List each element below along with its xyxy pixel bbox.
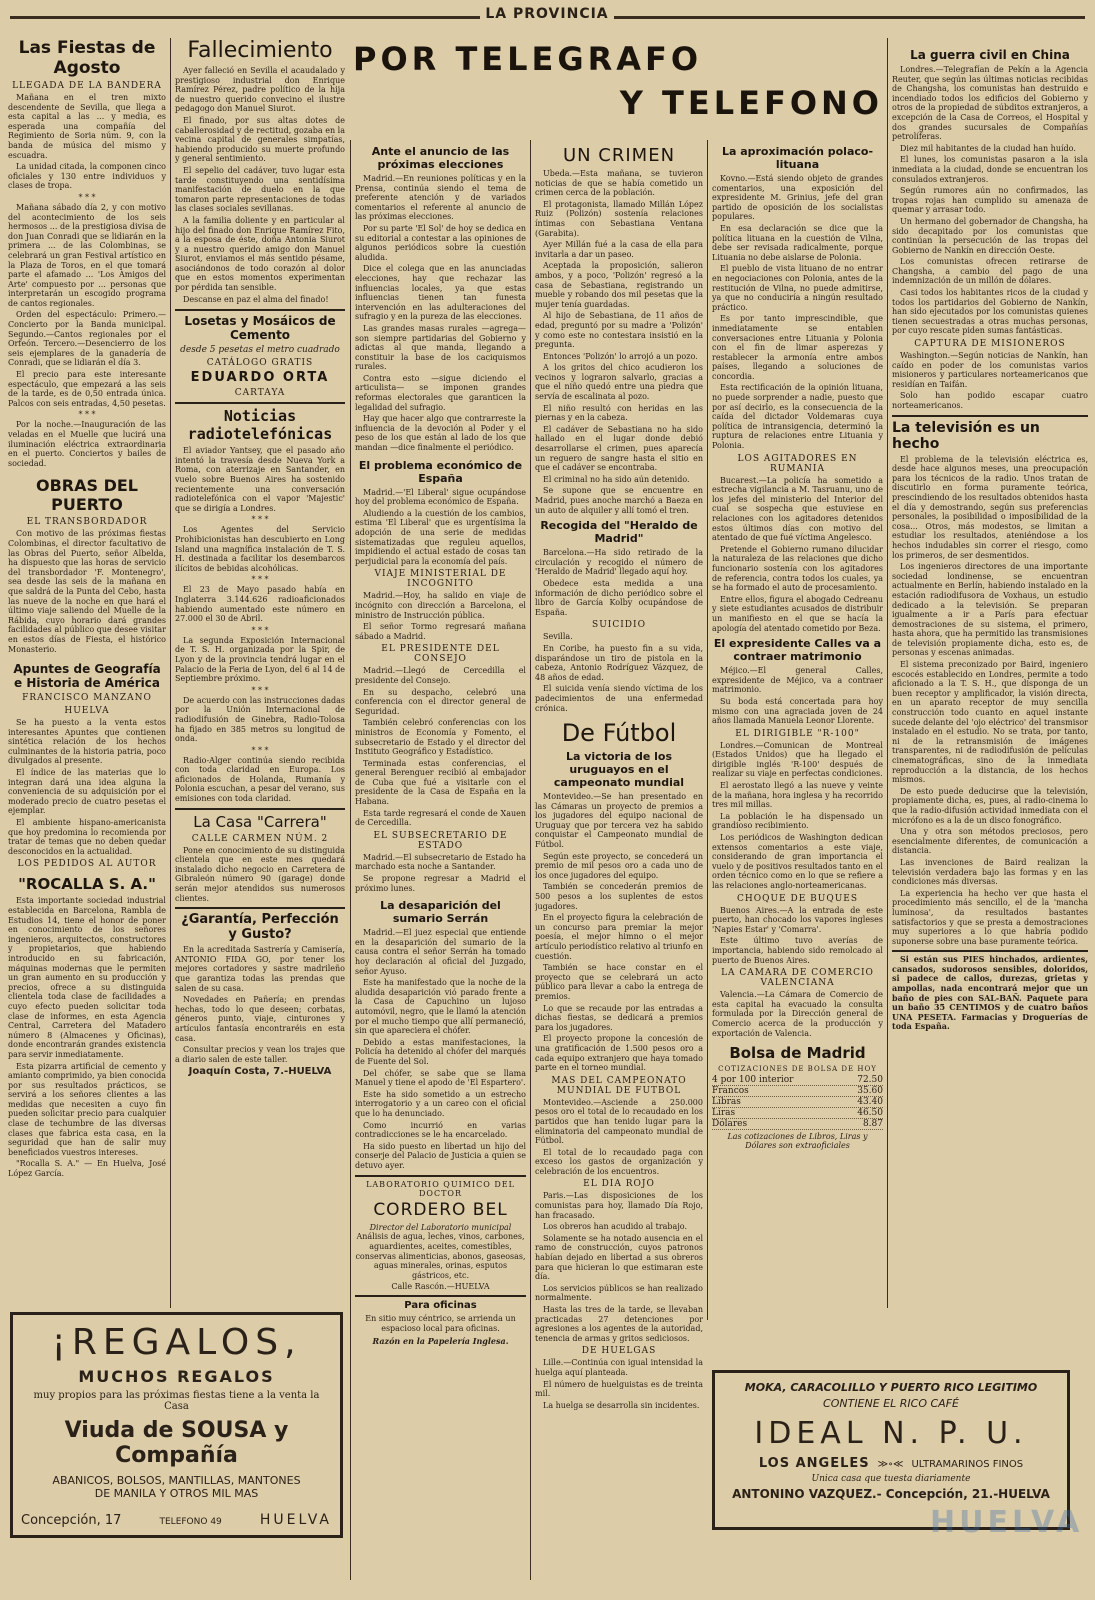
serran-paragraph: Debido a estas manifestaciones, la Policía ha detenido al chófer del marqués de Fuente del Sol. bbox=[355, 1037, 526, 1066]
crimen-paragraph: Ubeda.—Esta mañana, se tuvieron noticias de que se había cometido un crimen cerca de la población. bbox=[535, 169, 703, 198]
uruguayos-paragraph: Lo que se recaude por las entradas a dichas fiestas, se dedicará a premios para los jugadores. bbox=[535, 1003, 703, 1032]
garantia-paragraph: En la acreditada Sastrería y Camisería, ANTONIO FIDA GO, por tener los mejores cortadores y sastre madrileño que garantiza todas las prendas que salen de su casa. bbox=[175, 945, 345, 993]
crimen-paragraph: El cadáver de Sebastiana no ha sido hallado en el lugar donde debió desarrollarse el crimen, pues aparecía un reguero de sangre hasta el sitio en que el cadáver se encontraba. bbox=[535, 424, 703, 473]
anuncio-paragraph: Contra esto —sigue diciendo el articulista— se imponen grandes reformas electorales que garanticen la legalidad del sufragio. bbox=[355, 373, 526, 412]
rocalla-signature: "Rocalla S. A." — En Huelva, José López García. bbox=[8, 1159, 166, 1179]
dia-rojo-paragraph: Los servicios públicos se han realizado normalmente. bbox=[535, 1283, 703, 1303]
apuntes-title: Apuntes de Geografía e Historia de América bbox=[13, 662, 161, 691]
radio-paragraph: Los Agentes del Servicio Prohibicionistas han descubierto en Long Island una magnífica instalación de T. S. H. destinada a facilitar los desembarcos ilícitos de bebidas alcohólicas. bbox=[175, 525, 345, 573]
losetas-place: CARTAYA bbox=[234, 388, 286, 399]
agitadores-title: LOS AGITADORES EN RUMANIA bbox=[737, 453, 858, 474]
losetas-name: EDUARDO ORTA bbox=[190, 370, 330, 386]
moka-divider-icon: ≫∘≪ bbox=[877, 1459, 904, 1470]
anuncio-paragraph: Hay que hacer algo que contrarreste la influencia de la devoción al Poder y el peso de los que están al lado de los que mandan —dice finalmente el periódico. bbox=[355, 414, 526, 453]
anuncio-paragraph: Madrid.—En reuniones políticas y en la Prensa, continúa siendo el tema de preferente atención y de variados comentarios el referente al anuncio de las próximas elecciones. bbox=[355, 174, 526, 222]
headline-line-1: POR TELEGRAFO bbox=[353, 40, 703, 78]
fallecimiento-paragraph: El sepelio del cadáver, tuvo lugar esta tarde constituyendo una sentidísima manifestación de duelo en la que tomaron parte representaciones de todas las clases sociales sevillanas. bbox=[175, 165, 345, 214]
apuntes-author: FRANCISCO MANZANO bbox=[22, 693, 152, 704]
uruguayos-paragraph: Según este proyecto, se concederá un premio de mil pesos oro a cada uno de los once jugadores del equipo. bbox=[535, 851, 703, 880]
misioneros-paragraph: Washington.—Según noticias de Nankín, han caído en poder de los comunistas varios misioneros y particulares norteamericanos que residían en Taifán. bbox=[892, 351, 1088, 389]
bolsa-table bbox=[712, 1075, 883, 1130]
fallecimiento-paragraph: A la familia doliente y en particular al hijo del finado don Enrique Ramírez Fito, a la esposa de éste, doña Antonia Siurot y a nuestro querido amigo don Manuel Siurot, enviamos el más sentido pésame, asociándonos de todo corazón al dolor que en estos momentos experimentan por pérdida tan sensible. bbox=[175, 215, 345, 293]
serran-paragraph: Ha sido puesto en libertad un hijo del conserje del Palacio de Justicia a quien se detuvo ayer. bbox=[355, 1141, 526, 1170]
presidente-paragraph: Terminada estas conferencias, el general Berenguer recibió al embajador de Cuba que fué a visitarle con el presidente de la Casa de España en la Habana. bbox=[355, 758, 526, 807]
subsecretario-title: EL SUBSECRETARIO DE ESTADO bbox=[373, 830, 508, 851]
dia-rojo-paragraph: Hasta las tres de la tarde, se llevaban practicadas 27 detenciones por agresiones a los agentes de la autoridad, tenencia de armas y gritos sediciosos. bbox=[535, 1305, 703, 1343]
television-paragraph: Las invenciones de Baird realizan la televisión verdadera bajo las formas y en las condiciones más diversas. bbox=[892, 857, 1088, 887]
rocalla-title: "ROCALLA S. A." bbox=[18, 875, 156, 894]
regalos-ad bbox=[10, 1312, 343, 1538]
buques-title: CHOQUE DE BUQUES bbox=[736, 893, 859, 904]
dirigible-paragraph: El aerostato llegó a las nueve y veinte de la mañana, hora inglesa y ha recorrido tres mil millas. bbox=[712, 781, 883, 810]
polaco-title: La aproximación polaco-lituana bbox=[721, 145, 874, 171]
dia-rojo-title: EL DIA ROJO bbox=[583, 1179, 655, 1190]
separator-stars: * * * bbox=[251, 575, 269, 585]
dirigible-paragraph: La población le ha dispensado un grandioso recibimiento. bbox=[712, 811, 883, 831]
bolsa-row bbox=[712, 1075, 883, 1086]
economico-title: El problema económico de España bbox=[358, 458, 523, 485]
bolsa-label: 4 por 100 interior bbox=[712, 1075, 794, 1086]
column-rule bbox=[707, 140, 708, 1320]
serran-title: La desaparición del sumario Serrán bbox=[380, 899, 501, 926]
bolsa-value: 35.60 bbox=[857, 1086, 883, 1097]
agitadores-paragraph: Entre ellos, figura el abogado Cedreanu y siete estudiantes acusados de distribuir un manifiesto en el que se hacía la apología del atentado cometido por Beza. bbox=[712, 594, 883, 633]
fallecimiento-title: Fallecimiento bbox=[187, 38, 333, 63]
mas-campeonato-paragraph: El total de lo recaudado paga con exceso los gastos de organización y celebración de los encuentros. bbox=[535, 1147, 703, 1176]
dirigible-paragraph: Londres.—Comunican de Montreal (Estados Unidos) que ha llegado el dirigible inglés 'R-100' después de realizar su viaje en perfectas condiciones. bbox=[712, 740, 883, 779]
suicidio-paragraph: El suicida venía siendo víctima de los padecimientos de una enfermedad crónica. bbox=[535, 684, 703, 713]
separator-stars: * * * bbox=[251, 625, 269, 635]
anuncio-paragraph: Las grandes masas rurales —agrega— son siempre partidarias del Gobierno y adictas al que manda, llegando a constituir la base de los caciquismos rurales. bbox=[355, 323, 526, 372]
moka-shop: LOS ANGELES bbox=[758, 1456, 870, 1471]
radio-title: Noticias radiotelefónicas bbox=[187, 407, 333, 444]
garantia-paragraph: Novedades en Pañería; en prendas hechas, todo lo que deseen; corbatas, géneros punto, viaje, cinturones y artículos fantasía encontraréis en esta casa. bbox=[175, 995, 345, 1043]
garantia-signature: Joaquín Costa, 7.-HUELVA bbox=[188, 1066, 332, 1078]
column-1 bbox=[8, 38, 166, 1308]
buques-paragraph: Este último tuvo averías de importancia, habiendo sido remolcado al puerto de Buenos Aires. bbox=[712, 936, 883, 965]
masthead bbox=[0, 6, 1095, 32]
column-4 bbox=[535, 145, 703, 1585]
oficinas-address: Razón en la Papelería Inglesa. bbox=[372, 1335, 509, 1346]
viaje-title: VIAJE MINISTERIAL DE INCOGNITO bbox=[374, 569, 507, 590]
column-2 bbox=[175, 38, 345, 1308]
column-5 bbox=[712, 145, 883, 1315]
fiestas-paragraph: El precio para este interesante espectáculo, que empezará a las seis de la tarde, es de 0,50 entrada única. Palcos con seis entradas, 4,50 pesetas. bbox=[8, 370, 166, 408]
serran-paragraph: Este ha manifestado que la noche de la aludida desaparición vió parado frente a la Casa de Capuchino un lujoso automóvil, negro, que le llamó la atención por el mucho tiempo que allí permaneció, sin que apareciera el chófer. bbox=[355, 978, 526, 1036]
misioneros-paragraph: Solo han podido escapar cuatro norteamericanos. bbox=[892, 391, 1088, 410]
huelgas-paragraph: Lille.—Continúa con igual intensidad la huelga aquí planteada. bbox=[535, 1358, 703, 1377]
moka-line-2: CONTIENE EL RICO CAFÉ bbox=[823, 1397, 959, 1410]
column-rule bbox=[887, 38, 888, 1308]
fiestas-paragraph: Por la noche.—Inauguración de las veladas en el Muelle que lucirá una iluminación eléctrica extraordinaria en el puerto. Conciertos y bailes de sociedad. bbox=[8, 420, 166, 468]
china-paragraph: Londres.—Telegrafían de Pekín a la Agencia Reuter, que según las últimas noticias recibidas de Changsha, los comunistas han destruido e incendiado todos los edificios del Gobierno y otros de la propiedad de súbditos extranjeros, a excepción de la Casa de Correos, el Hospital y dos grandes sucursales de Compañías petrolíferas. bbox=[892, 65, 1088, 142]
subsecretario-paragraph: Madrid.—El subsecretario de Estado ha marchado esta noche a Santander. bbox=[355, 852, 526, 872]
television-paragraph: El problema de la televisión eléctrica es, desde hace algunos meses, una preocupación para los técnicos de la radio. Unos tratan de discutirlo en forma puramente teórica, prescindiendo de los resultados obtenidos hasta el día y demostrando, según sus preferencias personales, la posibilidad o imposibilidad de la cosa... Otros, más modestos, se limitan a estudiar los resultados, ateniéndose a los hechos indudables sin correr el riesgo, como los primeros, de ser desmentidos. bbox=[892, 454, 1088, 560]
crimen-paragraph: El niño resultó con heridas en las piernas y en la cabeza. bbox=[535, 403, 703, 423]
laboratorio-role: Director del Laboratorio municipal bbox=[369, 1223, 512, 1233]
bolsa-value: 72.50 bbox=[857, 1075, 883, 1086]
suicidio-paragraph: En Coribe, ha puesto fin a su vida, disparándose un tiro de pistola en la cabeza, Antonio Rodríguez Vázquez, de 48 años de edad. bbox=[535, 643, 703, 682]
television-title: La televisión es un hecho bbox=[892, 419, 1040, 452]
headline-line-2: Y TELEFONO bbox=[619, 84, 883, 122]
polaco-paragraph: El pueblo de vista lituano de no entrar en negociaciones con Polonia, antes de la restitución de Vilna, no puede admitirse, ya que no conduciría a ningún resultado práctico. bbox=[712, 264, 883, 312]
polaco-paragraph: Esta rectificación de la opinión lituana, no puede sorprender a nadie, puesto que por así decirlo, es la consecuencia de la caída del dictador Voldemaras cuya política de intransigencia, determinó la ruptura de relaciones entre Lituania y Polonia. bbox=[712, 383, 883, 451]
misioneros-title: CAPTURA DE MISIONEROS bbox=[914, 339, 1066, 350]
garantia-title: ¿Garantía, Perfección y Gusto? bbox=[181, 912, 339, 943]
presidente-paragraph: Madrid.—Llegó de Cercedilla el presidente del Consejo. bbox=[355, 666, 526, 685]
bolsa-note: Las cotizaciones de Libros, Liras y Dólares son extraoficiales bbox=[727, 1132, 868, 1151]
crimen-paragraph: Aceptada la proposición, salieron ambos, y a poco, 'Polizón' regresó a la casa de Sebastiana, registrando un mueble y robando dos mil pesetas que la mujer tenía guardadas. bbox=[535, 261, 703, 309]
television-paragraph: Una y otra son métodos preciosos, pero esencialmente diferentes, de comunicación a distancia. bbox=[892, 827, 1088, 856]
polaco-paragraph: Es por tanto imprescindible, que inmediatamente se entablen conversaciones entre Lituania y Polonia con el fin de limar asperezas y restablecer la armonía entre ambos países, llegando a soluciones de concordia. bbox=[712, 314, 883, 381]
heraldo-paragraph: Barcelona.—Ha sido retirado de la circulación y recogido el número de 'Heraldo de Madrid' llegado aquí hoy. bbox=[535, 548, 703, 577]
column-rule bbox=[350, 140, 351, 1580]
bolsa-title: Bolsa de Madrid bbox=[729, 1044, 866, 1063]
fiestas-paragraph: Mañana sábado día 2, y con motivo del acontecimiento de los seis hermosos ... de la prestigiosa divisa de don Juan Conradi que se lidiarán en la primera ... de las Colombinas, se celebrará un gran Festival artístico en la Plaza de Toros, en el que tomará parte el afamado ... 'Los Amigos del Arte' compuesto por ... personas que interpretarán un escogido programa de cantos regionales. bbox=[8, 202, 166, 308]
bolsa-label: Francos bbox=[712, 1086, 749, 1097]
mas-campeonato-title: MAS DEL CAMPEONATO MUNDIAL DE FUTBOL bbox=[551, 1075, 687, 1096]
anuncio-title: Ante el anuncio de las próximas elecciones bbox=[371, 145, 510, 171]
uruguayos-title: La victoria de los uruguayos en el campeonato mundial bbox=[553, 750, 685, 790]
polaco-paragraph: Kovno.—Está siendo objeto de grandes comentarios, una exposición del expresidente M. Grinius, jefe del gran partido de oposición de los socialistas populares. bbox=[712, 174, 883, 222]
dirigible-paragraph: Los periódicos de Washington dedican extensos comentarios a este viaje, considerando de gran importancia el vuelo y de positivos resultados tanto en el orden técnico como en lo que se refiere a las relaciones anglo-norteamericanas. bbox=[712, 833, 883, 890]
laboratorio-title: LABORATORIO QUIMICO DEL DOCTOR bbox=[366, 1180, 515, 1199]
viaje-paragraph: El señor Tormo regresará mañana sábado a Madrid. bbox=[355, 622, 526, 641]
carrera-title: La Casa "Carrera" bbox=[193, 812, 327, 831]
viaje-paragraph: Madrid.—Hoy, ha salido en viaje de incógnito con dirección a Barcelona, el ministro de Instrucción pública. bbox=[355, 591, 526, 620]
moka-shop-2: ULTRAMARINOS FINOS bbox=[911, 1459, 1024, 1470]
serran-paragraph: Como incurrió en varias contradicciones se le ha encarcelado. bbox=[355, 1120, 526, 1140]
crimen-title: UN CRIMEN bbox=[562, 145, 676, 166]
masthead-rule-right bbox=[600, 16, 1085, 19]
laboratorio-text: Análisis de agua, leches, vinos, carbones, aguardientes, aceites, comestibles, conservas alimenticias, abonos, gaseosas, aguas minerales, orinas, esputos gástricos, etc. bbox=[355, 1232, 526, 1280]
regalos-items-2: DE MANILA Y OTROS MIL MAS bbox=[94, 1487, 259, 1500]
fiestas-title: Las Fiestas de Agosto bbox=[18, 38, 156, 78]
apuntes-paragraph: Se ha puesto a la venta estos interesantes Apuntes que contienen sintética relación de los hechos culminantes de la historia patria, poco divulgados al presente. bbox=[8, 718, 166, 766]
calles-paragraph: Méjico.—El general Calles, expresidente de Méjico, va a contraer matrimonio. bbox=[712, 666, 883, 695]
apuntes-paragraph: El índice de las materias que lo integran dará una idea alguna la conveniencia de su adquisición por el moderado precio de cuatro pesetas el ejemplar. bbox=[8, 768, 166, 816]
bolsa-value: 43.40 bbox=[857, 1097, 883, 1108]
polaco-paragraph: En esa declaración se dice que la política lituana en la cuestión de Vilna, debe ser revisada radicalmente, porque Lituania no debe aislarse de Polonia. bbox=[712, 223, 883, 262]
presidente-paragraph: También celebró conferencias con los ministros de Economía y Fomento, el subsecretario de Estado y el director del Instituto Geográfico y Estadístico. bbox=[355, 718, 526, 757]
bolsa-row bbox=[712, 1119, 883, 1130]
calles-title: El expresidente Calles va a contraer matrimonio bbox=[713, 637, 882, 664]
watermark-text: HUELVA bbox=[930, 1505, 1084, 1540]
huelgas-paragraph: El número de huelguistas es de treinta mil. bbox=[535, 1379, 703, 1399]
apuntes-paragraph: El ambiente hispano-americanista que hoy predomina lo recomienda por tratar de temas que no deben quedar desconocidos en la actualidad. bbox=[8, 818, 166, 856]
regalos-title: ¡REGALOS, bbox=[51, 1322, 302, 1363]
regalos-items-1: ABANICOS, BOLSOS, MANTILLAS, MANTONES bbox=[52, 1474, 301, 1487]
crimen-paragraph: El protagonista, llamado Millán López Ruiz (Polizón) sostenía relaciones íntimas con Sebastiana Ventana (Garabita). bbox=[535, 199, 703, 238]
laboratorio-address: Calle Rascón.—HUELVA bbox=[391, 1282, 490, 1292]
subsecretario-paragraph: Se propone regresar a Madrid el próximo lunes. bbox=[355, 874, 526, 893]
moka-name: IDEAL N. P. U. bbox=[754, 1416, 1028, 1451]
uruguayos-paragraph: También se concederán premios de 500 pesos a los suplentes de estos jugadores. bbox=[535, 882, 703, 911]
fiestas-paragraph: Mañana en el tren mixto descendente de Sevilla, que llega a esta capital a las ... y media, es esperada una compañía del Regimiento de Soria núm. 9, con la banda de música del mismo y escuadra. bbox=[8, 93, 166, 160]
calles-paragraph: Su boda está concertada para hoy mismo con una agraciada joven de 24 años llamada Manuela Leonor Llorente. bbox=[712, 696, 883, 726]
crimen-paragraph: A los gritos del chico acudieron los vecinos y lograron salvarlo, gracias a que el niño quedó entre una piedra que servía de escalinata al pozo. bbox=[535, 363, 703, 402]
suicidio-title: SUICIDIO bbox=[592, 620, 646, 631]
obras-paragraph: Con motivo de las próximas fiestas Colombinas, el director facultativo de las Obras del Puerto, señor Albelda, ha dispuesto que las horas de servicio del transbordador 'F. Montenegro', sea desde las seis de la mañana en que saldrá de la Punta del Cebo, hasta las nueve de la noche en que hará el último viaje saliendo del Muelle de la Rábida, cuyo horario dará grandes facilidades al público que desee visitar en estos días de Fiesta, el histórico Monasterio. bbox=[8, 529, 166, 654]
crimen-paragraph: El criminal no ha sido aún detenido. bbox=[543, 474, 690, 484]
uruguayos-paragraph: Montevideo.—Se han presentado en las Cámaras un proyecto de premios a los jugadores del equipo nacional de Uruguay que por tercera vez ha sabido conquistar el Campeonato mundial de Fútbol. bbox=[535, 792, 703, 850]
television-paragraph: De esto puede deducirse que la televisión, propiamente dicha, es, pues, al radio-cinema lo que la radio-difusión actividad inmediata con el micrófono es a la de un disco fonográfico. bbox=[892, 786, 1088, 825]
bolsa-value: 46.50 bbox=[857, 1108, 883, 1119]
television-paragraph: La experiencia ha hecho ver que hasta el procedimiento más sencillo, el de la 'mancha luminosa', da resultados bastantes satisfactorios y que se presta a demostraciones muy superiores a lo que habría podido suponerse sobre una base puramente teórica. bbox=[892, 888, 1088, 946]
presidente-title: EL PRESIDENTE DEL CONSEJO bbox=[381, 644, 500, 665]
bolsa-subtitle: COTIZACIONES DE BOLSA DE HOY bbox=[718, 1065, 877, 1074]
apuntes-city: HUELVA bbox=[64, 706, 110, 717]
pies-ad: Si están sus PIES hinchados, ardientes, cansados, sudorosos sensibles, doloridos, si padece de callos, durezas, grietas y ampollas, nada encontrará mejor que un baño de pies con SAL-BAÑ. Paquete para un baño 35 CENTIMOS y de cuatro baños UNA PESETA. Farmacias y Droguerías de toda España. bbox=[892, 954, 1088, 1032]
separator-stars: * * * bbox=[251, 515, 269, 525]
regalos-subtitle: MUCHOS REGALOS bbox=[78, 1367, 275, 1386]
china-paragraph: El lunes, los comunistas pasaron a la isla inmediata a la ciudad, donde se encuentran los consulados extranjeros. bbox=[892, 155, 1088, 184]
column-rule bbox=[530, 140, 531, 1580]
serran-paragraph: Este ha sido sometido a un estrecho interrogatorio y a un careo con el oficial que lo ha denunciado. bbox=[355, 1089, 526, 1118]
pedidos-line: LOS PEDIDOS AL AUTOR bbox=[17, 859, 157, 870]
china-paragraph: Los comunistas ofrecen retirarse de Changsha, a cambio del pago de una indemnización de un millón de dólares. bbox=[892, 257, 1088, 286]
camara-title: LA CAMARA DE COMERCIO VALENCIANA bbox=[721, 968, 874, 989]
separator-stars: * * * bbox=[78, 192, 96, 202]
regalos-phone: TELEFONO 49 bbox=[159, 1517, 222, 1527]
column-rule bbox=[170, 38, 171, 1308]
economico-paragraph: Aludiendo a la cuestión de los cambios, estima 'El Liberal' que es urgentísima la adopción de una serie de medidas sistematizadas que reguleu aquellos, impidiendo el actual estado de cosas tan perjudicial para la economía del país. bbox=[355, 508, 526, 566]
crimen-paragraph: Entonces 'Polizón' lo arrojó a un pozo. bbox=[543, 351, 698, 361]
anuncio-paragraph: Por su parte 'El Sol' de hoy se dedica en su editorial a contestar a las opiniones de algunos periódicos sobre la cuestión aludida. bbox=[355, 223, 526, 262]
bolsa-label: Libras bbox=[712, 1097, 741, 1108]
television-paragraph: Los ingenieros directores de una importante sociedad londinense, se encuentran actualmente en Berlín, habiendo instalado en la estación radiodifusora de Voxhaus, un estudio dedicado a la televisión. Se preparan igualmente a ir a París para efectuar demostraciones de su sistema, el primero, hasta ahora, que ha permitido las transmisiones de televisión propiamente dicha, esto es, de personas y escenas animadas. bbox=[892, 562, 1088, 658]
carrera-subtitle: CALLE CARMEN NÚM. 2 bbox=[191, 833, 329, 844]
regalos-line: muy propios para las próximas fiestas tiene a la venta la Casa bbox=[33, 1390, 320, 1412]
futbol-title: De Fútbol bbox=[561, 719, 677, 748]
fiestas-subtitle: LLEGADA DE LA BANDERA bbox=[12, 81, 162, 91]
dia-rojo-paragraph: Paris.—Las disposiciones de los comunistas para hoy, llamado Día Rojo, han fracasado. bbox=[535, 1191, 703, 1220]
regalos-footer bbox=[21, 1512, 332, 1528]
laboratorio-name: CORDERO BEL bbox=[373, 1200, 508, 1221]
suicidio-paragraph: Sevilla. bbox=[543, 632, 573, 642]
television-paragraph: El sistema preconizado por Baird, ingeniero escocés establecido en Londres, permite a todo aficionado a la T. S. H., que disponga de un buen receptor y amplificador, la visión directa, en un aparato receptor de muy sencilla construcción todo cuanto en aquel instante sucede delante del 'ojo eléctrico' del transmisor instalado en el estudio. No se trata, por tanto, ni de la retransmisión de imágenes transparentes, ni de radiodifusión de películas cinematográficas, sino de la inmediata reproducción a la distancia, de los hechos mismos. bbox=[892, 660, 1088, 785]
uruguayos-paragraph: El proyecto propone la concesión de una gratificación de 1.500 pesos oro a cada equipo extranjero que haya tomado parte en el torneo mundial. bbox=[535, 1034, 703, 1073]
radio-paragraph: De acuerdo con las instrucciones dadas por la Unión Internacional de radiodifusión de Ginebra, Radio-Tolosa ha fijado en 385 metros su longitud de onda. bbox=[175, 695, 345, 744]
economico-paragraph: Madrid.—'El Liberal' sigue ocupándose hoy del problema económico de España. bbox=[355, 487, 526, 507]
anuncio-paragraph: Dice el colega que en las anunciadas elecciones, hay que rechazar las influencias locales, ya que estas influencias tienen tan funesta intervención en las adulteraciones del sufragio y en la pureza de las elecciones. bbox=[355, 264, 526, 322]
bolsa-label: Liras bbox=[712, 1108, 736, 1119]
crimen-paragraph: Al hijo de Sebastiana, de 11 años de edad, preguntó por su madre a 'Polizón' y como este no contestara insistió en la pregunta. bbox=[535, 311, 703, 350]
obras-subtitle: EL TRANSBORDADOR bbox=[26, 517, 148, 528]
moka-owner: ANTONINO VAZQUEZ.- Concepción, 21.-HUELVA bbox=[732, 1487, 1050, 1501]
moka-roast: Unica casa que tuesta diariamente bbox=[811, 1474, 971, 1484]
losetas-title: Losetas y Mosáicos de Cemento bbox=[184, 314, 336, 343]
carrera-paragraph: Pone en conocimiento de su distinguida clientela que en este mes quedará instalado dicho negocio en Carretera de Gibraleón número 90 (garage) donde serán mejor atendidos sus numerosos clientes. bbox=[175, 845, 345, 903]
radio-paragraph: Radio-Alger continúa siendo recibida con toda claridad en Europa. Los aficionados de Holanda, Rumanía y Polonia escuchan, a pesar del verano, sus emisiones con toda claridad. bbox=[175, 755, 345, 804]
regalos-name: Viuda de SOUSA y Compañía bbox=[64, 1418, 289, 1468]
agitadores-paragraph: Bucarest.—La policía ha sometido a estrecha vigilancia a M. Tasruanu, uno de los jefes del ministerio del Interior del cual se sospecha que estuviese en relaciones con los agitadores detenidos estos últimos días con motivo del atentado de que fué víctima Angelesco. bbox=[712, 475, 883, 543]
huelgas-paragraph: La huelga se desarrolla sin incidentes. bbox=[543, 1400, 700, 1410]
china-title: La guerra civil en China bbox=[910, 48, 1070, 62]
column-6 bbox=[892, 38, 1088, 1308]
oficinas-text: En sitio muy céntrico, se arrienda un espacioso local para oficinas. bbox=[365, 1314, 516, 1334]
presidente-paragraph: En su despacho, celebró una conferencia con el director general de Seguridad. bbox=[355, 687, 526, 716]
heraldo-title: Recogida del "Heraldo de Madrid" bbox=[540, 519, 698, 546]
fiestas-paragraph: Orden del espectáculo: Primero.—Concierto por la Banda municipal. Segundo.—Cantos regionales por el Orfeón. Tercero.—Desencierro de los seis ejemplares de la ganadería de Conradi, que se lidiarán el día 3. bbox=[8, 310, 166, 368]
mas-campeonato-paragraph: Montevideo.—Asciende a 250.000 pesos oro el total de lo recaudado en los partidos que han tenido lugar para la eliminatoria del campeonato mundial de Fútbol. bbox=[535, 1097, 703, 1146]
rocalla-paragraph: Esta importante sociedad industrial establecida en Barcelona, Rambla de Estudios 14, tiene el honor de poner en conocimiento de los señores ingenieros, arquitectos, constructores y propietarios, que habiendo introducido en su fabricación, máquinas modernas que le permiten un gran aumento en su producción y precios, ofrece a su distinguida clientela toda clase de facilidades a cuyo efecto pueden solicitar toda clase de informes, en esta Agencia Central, Carretera del Matadero número 8 (Almacenes y Oficinas), donde encontrarán grandes existencia para servir inmediatamente. bbox=[8, 896, 166, 1059]
radio-paragraph: El 23 de Mayo pasado había en Inglaterra 3.144.626 radioaficionados habiendo aumentado este número en 27.000 el 30 de Abril. bbox=[175, 585, 345, 624]
separator-stars: * * * bbox=[251, 745, 269, 755]
fallecimiento-paragraph: Ayer falleció en Sevilla el acaudalado y prestigioso industrial don Enrique Ramírez Pérez, padre político de la hija de nuestro querido convecino el ilustre pedagogo don Manuel Siurot. bbox=[175, 66, 345, 114]
uruguayos-paragraph: En el proyecto figura la celebración de un concurso para premiar la mejor poesía, el mejor himno o el mejor artículo periodístico relativo al triunfo en cuestión. bbox=[535, 913, 703, 961]
china-paragraph: Diez mil habitantes de la ciudad han huído. bbox=[900, 143, 1076, 153]
china-paragraph: Casi todos los habitantes ricos de la ciudad y todos los partidarios del Gobierno de Nankín, han sido ejecutados por los comunistas quienes tienen secuestradas a otras muchas personas, por cuyo rescate piden sumas fantásticas. bbox=[892, 288, 1088, 336]
column-3 bbox=[355, 145, 526, 1585]
agitadores-paragraph: Pretende el Gobierno rumano dilucidar la naturaleza de las relaciones que dicho funcionario sostenía con los agitadores de referencia, contra todos los cuales, ya se ha formado el auto de procesamiento. bbox=[712, 544, 883, 593]
camara-paragraph: Valencia.—La Cámara de Comercio de esta capital ha evacuado la consulta formulada por la Dirección general de Comercio acerca de la producción y exportación de Valencia. bbox=[712, 990, 883, 1038]
masthead-rule-left bbox=[10, 16, 495, 19]
regalos-address: Concepción, 17 bbox=[21, 1513, 122, 1528]
dirigible-title: EL DIRIGIBLE "R-100" bbox=[735, 728, 860, 739]
dia-rojo-paragraph: Los obreros han acudido al trabajo. bbox=[543, 1222, 688, 1232]
separator-stars: * * * bbox=[251, 685, 269, 695]
watermark-seal bbox=[930, 1505, 1084, 1595]
serran-paragraph: Del chófer, se sabe que se llama Manuel y tiene el apodo de 'El Espartero'. bbox=[355, 1068, 526, 1088]
fiestas-paragraph: La unidad citada, la componen cinco oficiales y 130 entre individuos y clases de tropa. bbox=[8, 162, 166, 191]
moka-shop-line bbox=[723, 1456, 1059, 1471]
oficinas-title: Para oficinas bbox=[404, 1300, 477, 1312]
telegrafo-headline bbox=[353, 40, 883, 140]
presidente-paragraph: Esta tarde regresará el conde de Xauen de Cercedilla. bbox=[355, 808, 526, 828]
radio-paragraph: La segunda Exposición Internacional de T. S. H. organizada por la Spir, de Lyon y de la provincia tendrá lugar en el Palacio de la Feria de Lyon, del 6 al 14 de Septiembre próximo. bbox=[175, 635, 345, 684]
buques-paragraph: Buenos Aires.—A la entrada de este puerto, han chocado los vapores ingleses 'Napies Estar' y 'Comarra'. bbox=[712, 905, 883, 934]
serran-paragraph: Madrid.—El juez especial que entiende en la desaparición del sumario de la causa contra el señor Serrán ha tomado hoy declaración al oficial del Juzgado, señor Ayuso. bbox=[355, 928, 526, 976]
crimen-paragraph: Se supone que se encuentre en Madrid, pues anoche marchó a Baeza en un auto de alquiler y allí tomó el tren. bbox=[535, 486, 703, 515]
uruguayos-paragraph: También se hace constar en el proyecto que se celebrará un acto público para llevar a cabo la entrega de premios. bbox=[535, 963, 703, 1001]
crimen-paragraph: Ayer Millán fué a la casa de ella para invitarla a dar un paseo. bbox=[535, 240, 703, 259]
masthead-title: LA PROVINCIA bbox=[480, 6, 614, 22]
obras-title: OBRAS DEL PUERTO bbox=[36, 476, 138, 515]
heraldo-paragraph: Obedece esta medida a una información de dicho periódico sobre el libro de García Kolby ocupándose de España. bbox=[535, 578, 703, 617]
losetas-catalog: CATÁLOGO GRATIS bbox=[206, 358, 314, 369]
bolsa-row bbox=[712, 1108, 883, 1119]
bolsa-row bbox=[712, 1086, 883, 1097]
bolsa-row bbox=[712, 1097, 883, 1108]
rocalla-paragraph: Esta pizarra artificial de cemento y amianto comprimido, ya bien conocida por sus resultados prácticos, se servirá a los señores clientes a las medidas que necesiten a cuyo fin pueden solicitar precio para cualquier clase de techumbre de las diversas clases que fabrica esta casa, en la seguridad que han de salir muy beneficiados vuestros intereses. bbox=[8, 1061, 166, 1157]
china-paragraph: Según rumores aún no confirmados, las tropas rojas han cumplido su amenaza de quemar y arrasar todo. bbox=[892, 186, 1088, 215]
dia-rojo-paragraph: Solamente se ha notado ausencia en el ramo de construcción, cuyos patronos habían dejado en libertad a sus obreros para que hicieran lo que estimaran este día. bbox=[535, 1233, 703, 1282]
fallecimiento-paragraph: El finado, por sus altas dotes de caballerosidad y de rectitud, gozaba en la vecina capital de generales simpatías, habiendo producido su muerte profundo y general sentimiento. bbox=[175, 115, 345, 164]
garantia-paragraph: Consultar precios y vean los trajes que a diario salen de este taller. bbox=[175, 1045, 345, 1064]
bolsa-value: 8.87 bbox=[862, 1119, 883, 1130]
losetas-subtitle: desde 5 pesetas el metro cuadrado bbox=[180, 345, 340, 356]
bolsa-label: Dólares bbox=[712, 1119, 748, 1130]
huelgas-title: DE HUELGAS bbox=[581, 1346, 657, 1357]
fallecimiento-paragraph: Descanse en paz el alma del finado! bbox=[183, 294, 329, 304]
china-paragraph: Un hermano del gobernador de Changsha, ha sido decapitado por los comunistas que continúan la persecución de las tropas del Gobierno de Nankín en dirección Oeste. bbox=[892, 216, 1088, 255]
separator-stars: * * * bbox=[78, 410, 96, 420]
regalos-city: HUELVA bbox=[259, 1512, 332, 1528]
radio-paragraph: El aviador Yantsey, que el pasado año intentó la travesía desde Nueva York a Roma, con aterrizaje en Santander, en vuelo sobre Buenos Aires ha sostenido recientemente una conversación radiotelefónica con el vapor 'Majestic' que se dirigía a Londres. bbox=[175, 446, 345, 513]
moka-line-1: MOKA, CARACOLILLO Y PUERTO RICO LEGITIMO bbox=[744, 1381, 1038, 1394]
